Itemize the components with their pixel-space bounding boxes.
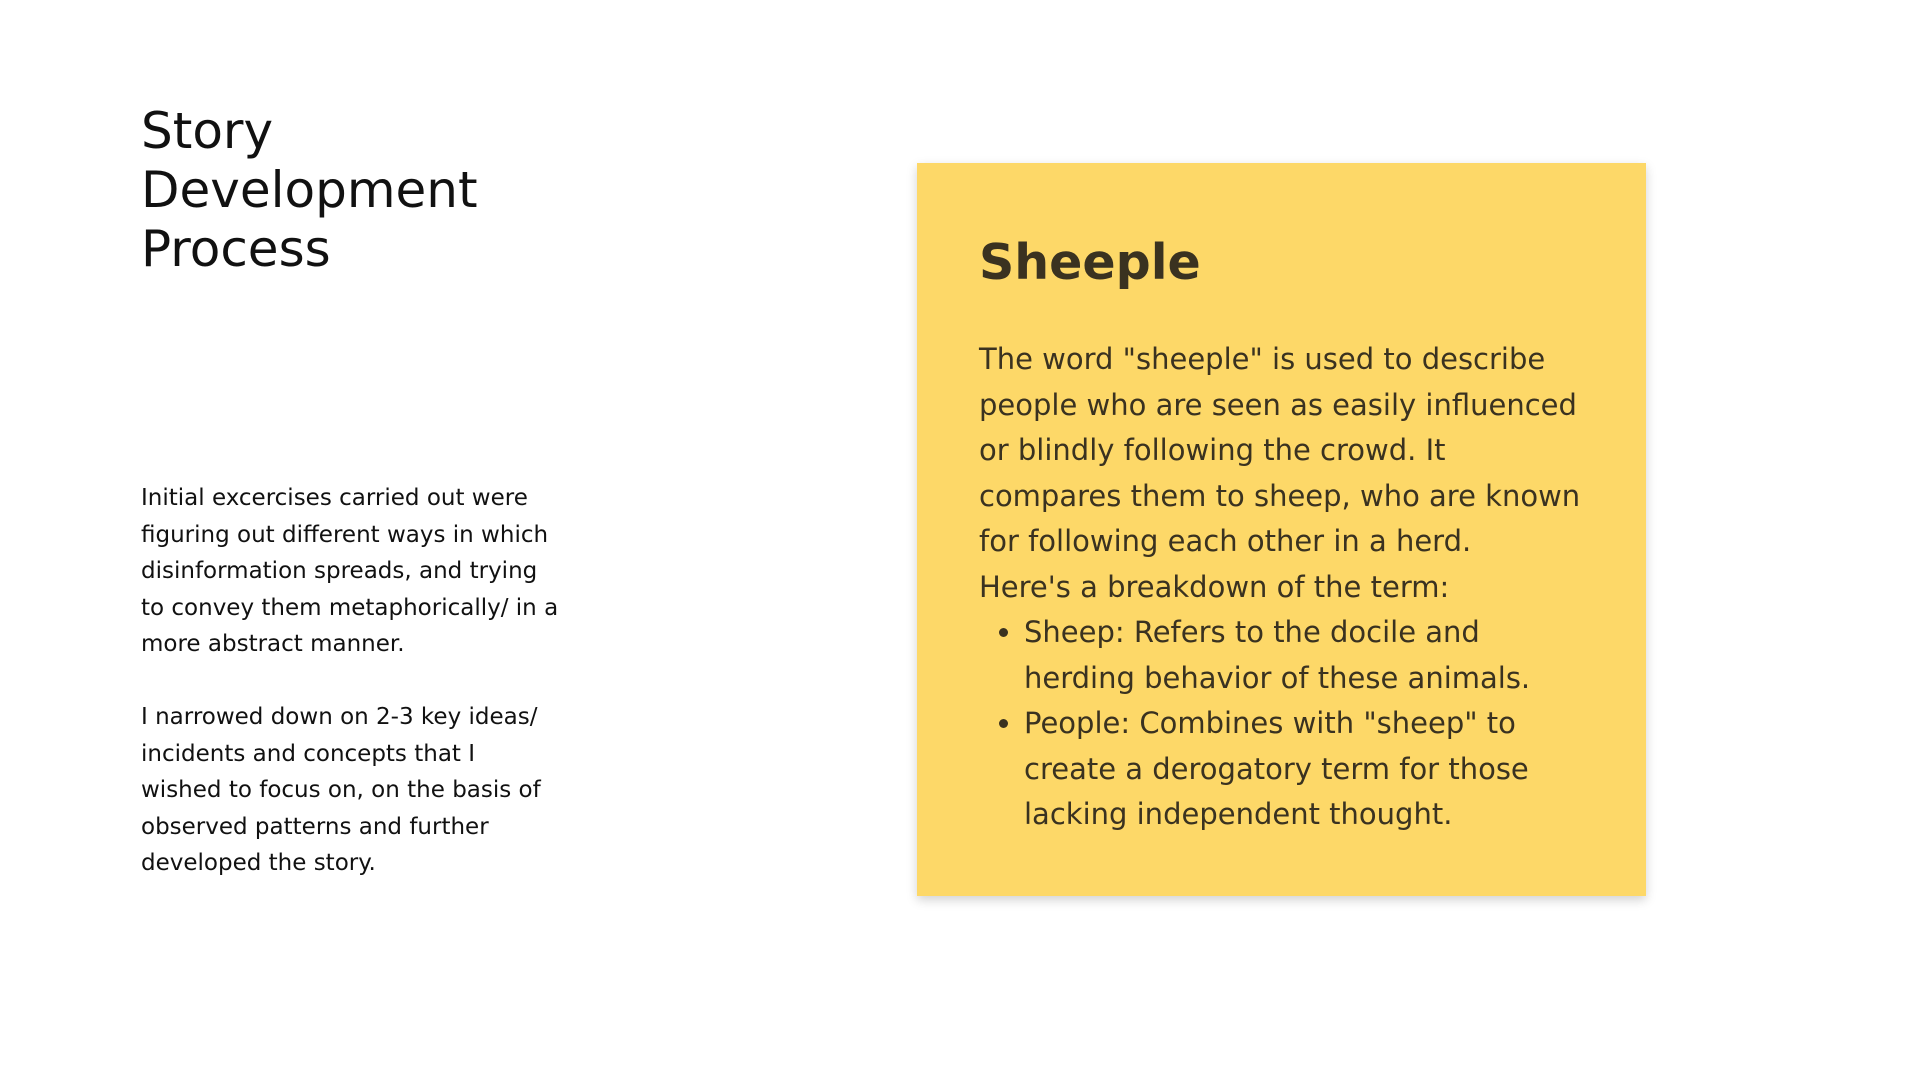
- page-title: [141, 102, 561, 279]
- page-title-line: Story: [141, 102, 274, 160]
- note-body: [979, 337, 1591, 838]
- description-text: [141, 480, 561, 882]
- page-title-line: Development: [141, 161, 478, 219]
- sticky-note[interactable]: [917, 163, 1646, 896]
- note-breakdown-label: Here's a breakdown of the term:: [979, 569, 1450, 604]
- note-bullet-people: • People: Combines with "sheep" to create a derogatory term for those lacking independent thought.: [1024, 701, 1591, 838]
- note-intro: The word "sheeple" is used to describe people who are seen as easily influenced or blindly following the crowd. It compares them to sheep, who are known for following each other in a herd.: [979, 342, 1581, 558]
- note-bullet-list: [979, 610, 1591, 838]
- description-paragraph: Initial excercises carried out were figuring out different ways in which disinformation spreads, and trying to convey them metaphorically/ in a more abstract manner.: [141, 485, 559, 657]
- note-title: Sheeple: [979, 234, 1201, 291]
- description-paragraph: I narrowed down on 2-3 key ideas/ incidents and concepts that I wished to focus on, on the basis of observed patterns and further developed the story.: [141, 704, 541, 876]
- page-title-line: Process: [141, 220, 331, 278]
- note-bullet-sheep: • Sheep: Refers to the docile and herding behavior of these animals.: [1024, 610, 1591, 701]
